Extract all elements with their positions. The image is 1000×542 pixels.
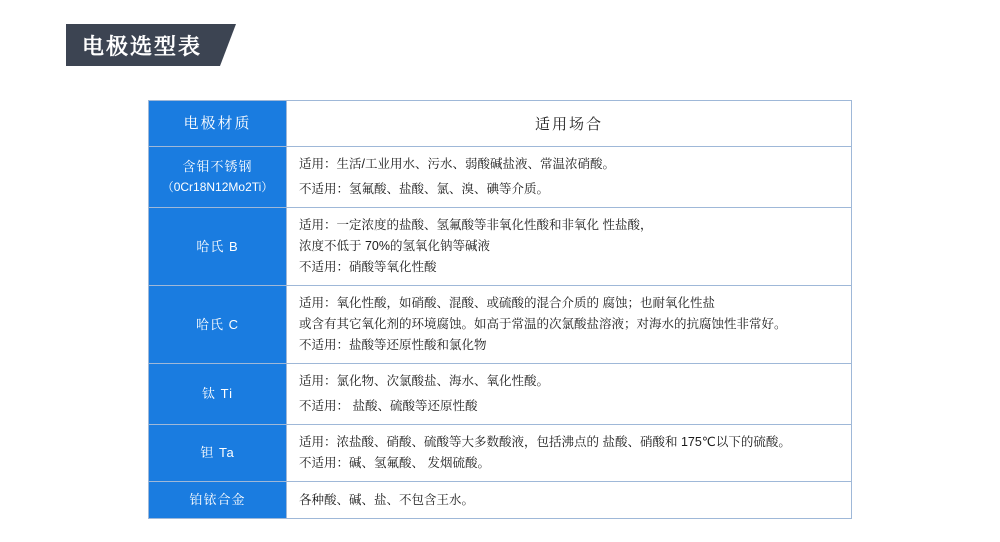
table-row bbox=[149, 364, 852, 425]
table-row bbox=[149, 147, 852, 208]
material-name: 铂铱合金 bbox=[189, 492, 246, 507]
material-cell bbox=[149, 482, 287, 519]
usage-cell bbox=[287, 482, 852, 519]
page-title-banner bbox=[66, 24, 236, 66]
material-name: 哈氏 C bbox=[195, 316, 239, 332]
usage-line: 适用：生活/工业用水、污水、弱酸碱盐液、常温浓硝酸。 bbox=[299, 157, 615, 171]
title-banner-tail bbox=[220, 24, 236, 66]
material-cell bbox=[149, 425, 287, 482]
table-row bbox=[149, 482, 852, 519]
material-name: 钽 Ta bbox=[200, 445, 235, 460]
material-name: 哈氏 B bbox=[196, 238, 239, 254]
material-cell bbox=[149, 364, 287, 425]
material-name: 含钼不锈钢 bbox=[182, 159, 253, 174]
material-cell bbox=[149, 286, 287, 364]
usage-cell bbox=[287, 208, 852, 286]
electrode-selection-table bbox=[148, 100, 852, 519]
table-row bbox=[149, 208, 852, 286]
material-name: 钛 Ti bbox=[202, 386, 233, 401]
material-cell bbox=[149, 147, 287, 208]
usage-line: 适用：浓盐酸、硝酸、硫酸等大多数酸液，包括沸点的 盐酸、硝酸和 175℃以下的硫酸。 bbox=[299, 435, 791, 449]
usage-line: 适用：氯化物、次氯酸盐、海水、氧化性酸。 bbox=[299, 374, 550, 388]
usage-line: 浓度不低于 70%的氢氧化钠等碱液 bbox=[299, 239, 490, 253]
usage-cell bbox=[287, 425, 852, 482]
usage-cell bbox=[287, 147, 852, 208]
usage-line: 不适用：碱、氢氟酸、 发烟硫酸。 bbox=[299, 456, 490, 470]
usage-line: 或含有其它氧化剂的环境腐蚀。如高于常温的次氯酸盐溶液；对海水的抗腐蚀性非常好。 bbox=[299, 317, 787, 331]
usage-line: 适用：氧化性酸，如硝酸、混酸、或硫酸的混合介质的 腐蚀；也耐氧化性盐 bbox=[299, 296, 715, 310]
material-cell bbox=[149, 208, 287, 286]
table-header-row bbox=[149, 101, 852, 147]
header-usage: 适用场合 bbox=[287, 101, 852, 147]
material-code: （0Cr18N12Mo2Ti） bbox=[161, 180, 274, 194]
spec-table bbox=[148, 100, 852, 519]
usage-line: 不适用：氢氟酸、盐酸、氯、溴、碘等介质。 bbox=[299, 182, 550, 196]
usage-cell bbox=[287, 364, 852, 425]
table-row bbox=[149, 425, 852, 482]
usage-cell bbox=[287, 286, 852, 364]
table-row bbox=[149, 286, 852, 364]
usage-line: 适用：一定浓度的盐酸、氢氟酸等非氧化性酸和非氧化 性盐酸， bbox=[299, 218, 653, 232]
page-title: 电极选型表 bbox=[66, 24, 220, 66]
usage-line: 各种酸、碱、盐、不包含王水。 bbox=[299, 492, 475, 507]
usage-line: 不适用：硝酸等氧化性酸 bbox=[299, 260, 437, 274]
usage-line: 不适用：盐酸等还原性酸和氯化物 bbox=[299, 338, 487, 352]
header-material: 电极材质 bbox=[149, 101, 287, 147]
usage-line: 不适用： 盐酸、硫酸等还原性酸 bbox=[299, 399, 478, 413]
